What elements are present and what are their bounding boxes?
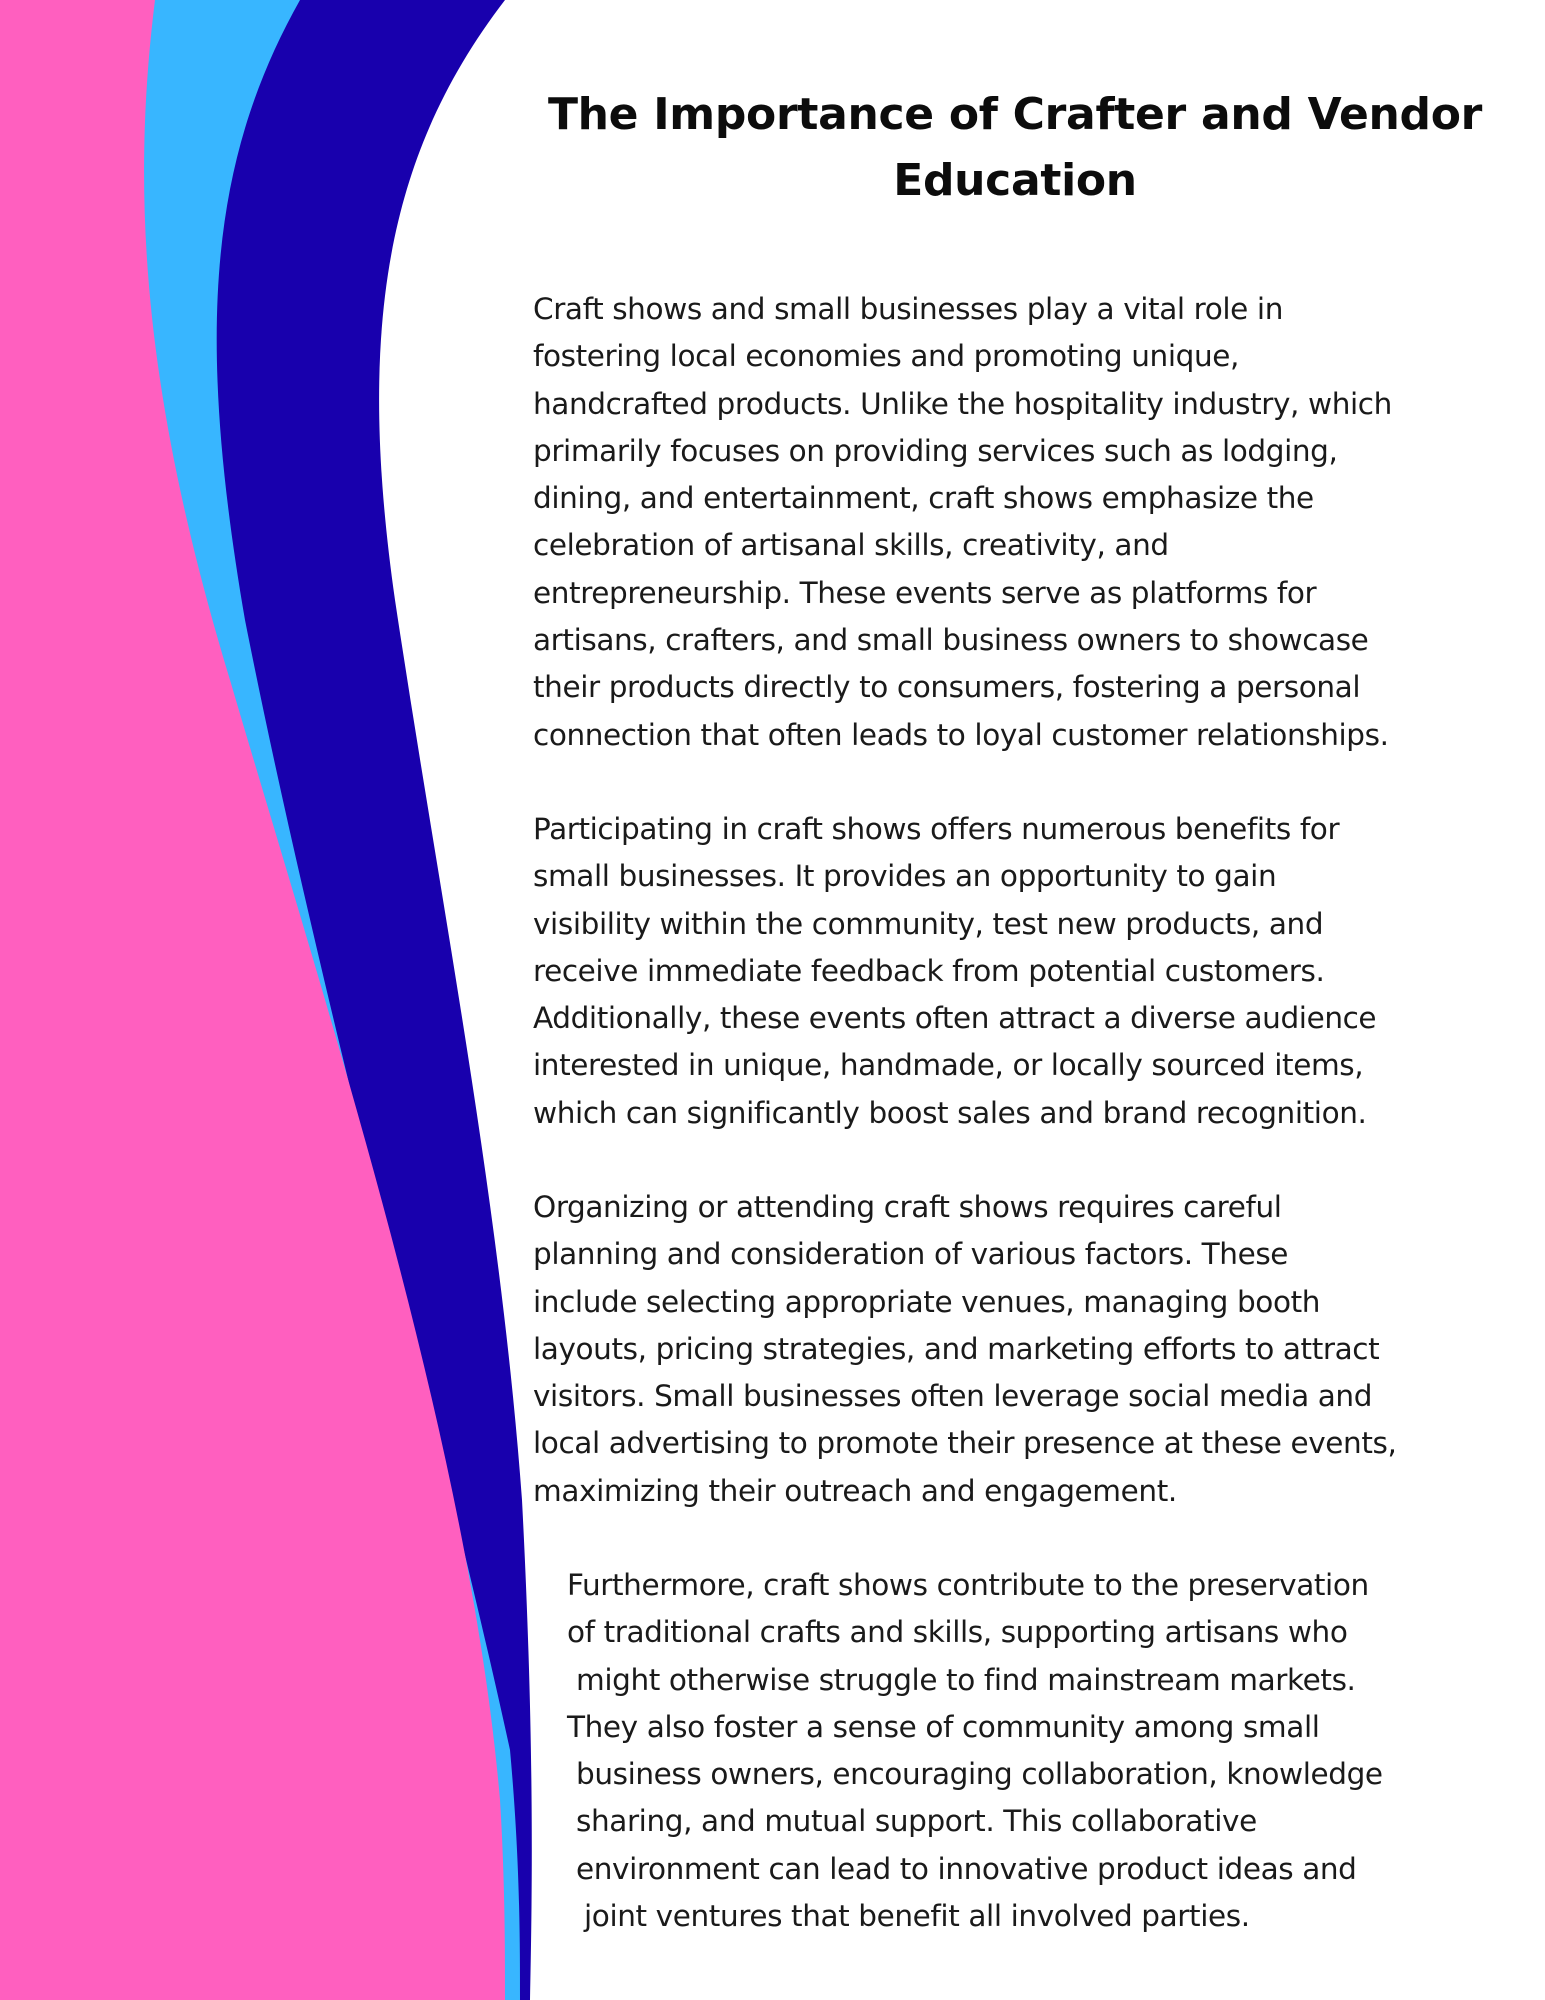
text-line: celebration of artisanal skills, creativity, and: [533, 528, 1169, 563]
text-line: visitors. Small businesses often leverage social media and: [533, 1379, 1373, 1414]
text-line: planning and consideration of various factors. These: [533, 1237, 1289, 1272]
text-line: their products directly to consumers, fostering a personal: [533, 670, 1361, 705]
text-line: receive immediate feedback from potential customers.: [533, 953, 1325, 988]
text-line: Organizing or attending craft shows requires careful: [533, 1190, 1282, 1224]
text-line: which can significantly boost sales and brand recognition.: [533, 1095, 1367, 1130]
text-line: connection that often leads to loyal customer relationships.: [533, 717, 1389, 752]
text-line: sharing, and mutual support. This collaborative: [576, 1804, 1257, 1839]
text-line: small businesses. It provides an opportunity to gain: [533, 859, 1277, 894]
text-line: might otherwise struggle to find mainstream markets.: [576, 1662, 1356, 1697]
paragraph-4: [567, 1562, 1383, 1940]
page-title: The Importance of Crafter and Vendor Education: [547, 89, 1483, 206]
text-line: They also foster a sense of community among small: [567, 1709, 1320, 1744]
text-line: fostering local economies and promoting unique,: [533, 339, 1239, 374]
text-line: Participating in craft shows offers numerous benefits for: [533, 812, 1340, 846]
text-line: layouts, pricing strategies, and marketing efforts to attract: [533, 1331, 1380, 1366]
text-line: primarily focuses on providing services such as lodging,: [533, 433, 1338, 468]
text-line: artisans, crafters, and small business owners to showcase: [533, 623, 1369, 658]
text-line: of traditional crafts and skills, supporting artisans who: [567, 1615, 1348, 1650]
text-line: Additionally, these events often attract a diverse audience: [533, 1001, 1377, 1036]
paragraph-2: [533, 806, 1376, 1137]
text-line: Furthermore, craft shows contribute to the preservation: [567, 1568, 1369, 1602]
text-line: maximizing their outreach and engagement.: [533, 1473, 1177, 1508]
text-line: business owners, encouraging collaboration, knowledge: [576, 1757, 1383, 1792]
text-line: handcrafted products. Unlike the hospitality industry, which: [533, 386, 1392, 421]
paragraph-3: [533, 1184, 1396, 1515]
text-line: include selecting appropriate venues, managing booth: [533, 1284, 1321, 1319]
text-line: dining, and entertainment, craft shows emphasize the: [533, 481, 1314, 516]
paragraph-1: [533, 286, 1392, 759]
text-line: environment can lead to innovative product ideas and: [576, 1851, 1357, 1886]
text-line: entrepreneurship. These events serve as platforms for: [533, 575, 1317, 610]
text-line: visibility within the community, test new products, and: [533, 906, 1324, 941]
text-line: Craft shows and small businesses play a vital role in: [533, 292, 1284, 326]
text-line: joint ventures that benefit all involved parties.: [584, 1899, 1250, 1934]
text-line: local advertising to promote their presence at these events,: [533, 1426, 1397, 1461]
text-line: interested in unique, handmade, or locally sourced items,: [533, 1048, 1364, 1083]
